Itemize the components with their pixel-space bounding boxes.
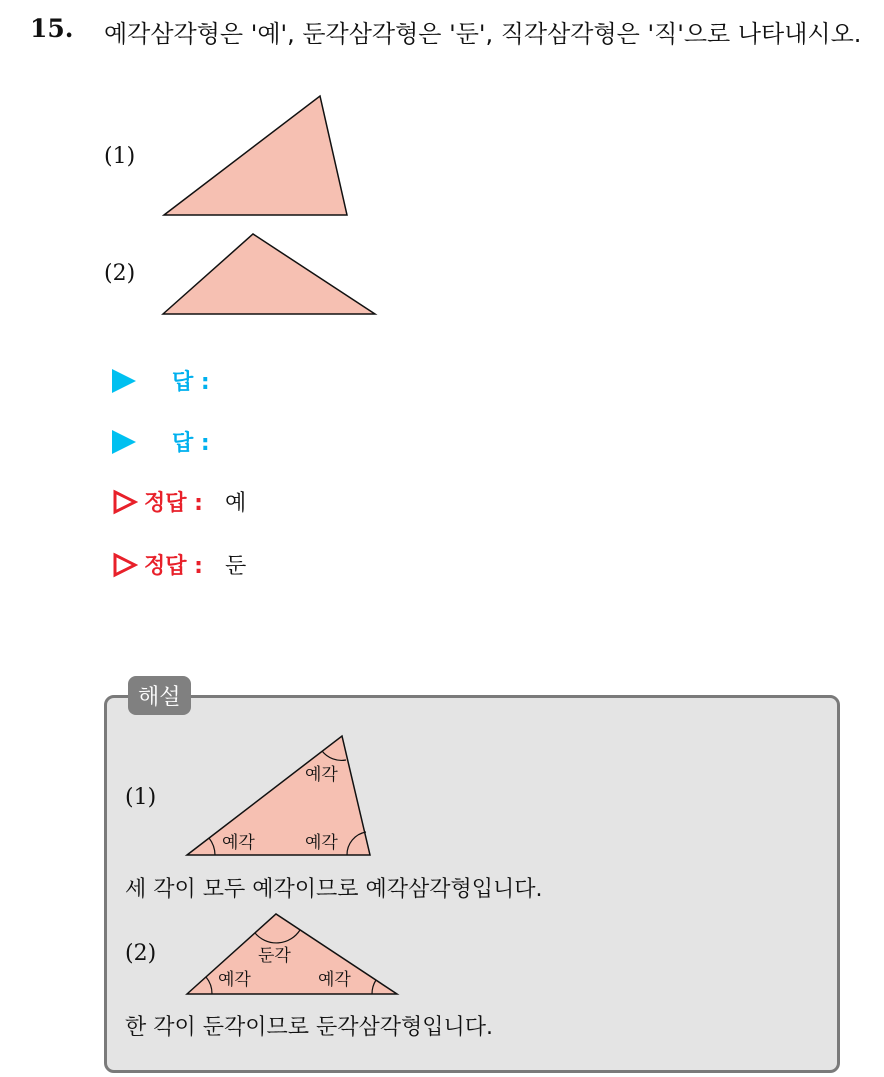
explanation-2-triangle (187, 914, 397, 994)
answer-label: 답 : (172, 370, 210, 395)
problem-1-label: (1) (104, 144, 136, 169)
correct-answer-value: 예 (224, 491, 247, 516)
correct-answer-label: 정답 : (144, 491, 203, 516)
angle-label: 둔각 (258, 946, 291, 966)
correct-answer-label: 정답 : (144, 554, 203, 579)
angle-label: 예각 (218, 970, 251, 990)
explanation-title: 해설 (128, 676, 191, 715)
angle-label: 예각 (318, 970, 351, 990)
explanation-1-triangle (187, 736, 370, 855)
problem-2-label: (2) (104, 261, 136, 286)
angle-label: 예각 (222, 833, 255, 853)
question-number: 15. (30, 14, 74, 43)
angle-label: 예각 (305, 765, 338, 785)
question-text: 예각삼각형은 '예', 둔각삼각형은 '둔', 직각삼각형은 '직'으로 나타내시오. (104, 20, 862, 48)
angle-label: 예각 (305, 833, 338, 853)
correct-answer-value: 둔 (224, 554, 247, 579)
explanation-1-label: (1) (125, 785, 157, 810)
answer-label: 답 : (172, 431, 210, 456)
explanation-2-sentence: 한 각이 둔각이므로 둔각삼각형입니다. (125, 1015, 494, 1040)
explanation-1-sentence: 세 각이 모두 예각이므로 예각삼각형입니다. (125, 877, 543, 902)
explanation-2-label: (2) (125, 941, 157, 966)
